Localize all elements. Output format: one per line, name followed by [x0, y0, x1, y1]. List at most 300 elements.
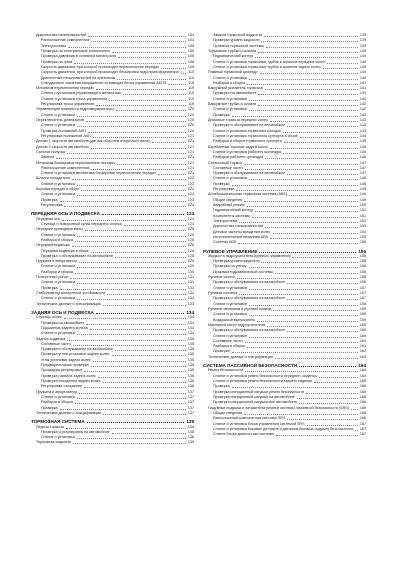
toc-page-number: 110 — [188, 75, 194, 80]
toc-entry-title: Электросхемы — [31, 44, 67, 49]
toc-entry-title: Передние приводные валы — [31, 227, 84, 232]
toc-entry-title: Масляный насос гидроусилителя — [203, 323, 266, 328]
dot-leader — [85, 230, 186, 231]
dot-leader — [73, 345, 186, 346]
toc-page-number: 149 — [359, 187, 366, 192]
toc-page-number: 132 — [187, 291, 194, 295]
dot-leader — [284, 142, 358, 143]
dot-leader — [112, 433, 186, 434]
dot-leader — [77, 398, 186, 399]
toc-page-number: 166 — [359, 405, 366, 410]
toc-entry-title: Регулировка — [203, 187, 235, 192]
toc-page-number: 146 — [359, 149, 366, 154]
toc-entry-title: Жидкость гидроусилителя рулевого управления — [203, 254, 291, 259]
dot-leader — [72, 246, 186, 247]
dot-leader — [77, 126, 186, 127]
toc-entry-title: Проверка давления в основной магистрали — [31, 54, 117, 59]
toc-entry-title: Главный тормозной цилиндр — [203, 70, 259, 75]
toc-page-number: 154 — [359, 229, 366, 234]
toc-entry-title: Аварийный режим — [203, 203, 246, 208]
toc-page-number: 121 — [187, 133, 194, 138]
toc-page-number: 118 — [188, 80, 194, 85]
toc-page-number: 147 — [359, 160, 366, 165]
toc-entry-title: Регулировка схождения — [31, 384, 83, 389]
toc-entry[interactable] — [203, 240, 366, 245]
toc-entry-title: Прокачка тормозной системы — [203, 44, 265, 49]
toc-entry-title: Снятие и установка ремня безопасности переднего сиденья — [203, 374, 318, 379]
toc-entry-title: Шланги охладителя — [31, 176, 71, 181]
toc-page-number: 121 — [187, 155, 194, 160]
toc-entry-title: Снятие и установка ремня безопасности заднего сиденья — [203, 379, 313, 384]
dot-leader — [77, 236, 186, 237]
toc-entry[interactable] — [31, 411, 194, 416]
dot-leader — [236, 190, 357, 191]
toc-page-number: 147 — [359, 171, 366, 176]
toc-page-number: 150 — [359, 203, 366, 207]
toc-page-number: 156 — [358, 248, 366, 254]
dot-leader — [96, 313, 185, 314]
dot-leader — [232, 352, 358, 353]
toc-entry-title: Антиблокировочная тормозная система (ABS) — [203, 192, 288, 197]
toc-entry-title: Процедура регулировки — [31, 368, 83, 373]
toc-entry-title: Тормозная жидкость — [31, 440, 72, 445]
toc-entry-title: Снятие и установка — [203, 302, 248, 307]
dot-leader — [91, 41, 186, 42]
toc-entry-title: Проверка и обслуживание на автомобиле — [203, 328, 286, 333]
dot-leader — [249, 267, 358, 268]
toc-entry-title: Передняя подвеска — [31, 243, 71, 248]
toc-entry-title: Снятие и установка тормозных трубок и шлангов задних колес — [203, 65, 322, 70]
toc-page-number: 155 — [359, 240, 366, 245]
toc-page-number: 156 — [359, 275, 366, 280]
dot-leader — [249, 289, 358, 290]
toc-page-number: 162 — [359, 349, 366, 354]
toc-page-number: 108 — [187, 59, 194, 64]
dot-leader — [112, 52, 186, 53]
toc-entry-title: Ступицы колес — [31, 315, 63, 320]
dot-leader — [287, 299, 358, 300]
toc-entry-title: Разборка и сборка — [203, 344, 246, 349]
toc-entry-title: Снятие и установка троса управления — [31, 97, 108, 102]
toc-page-number: 156 — [359, 264, 366, 269]
toc-entry-title: Проверка — [31, 198, 59, 203]
dot-leader — [181, 73, 187, 74]
dot-leader — [86, 121, 186, 122]
toc-entry-title: Снятие и установка тормозных колодок — [203, 129, 282, 134]
toc-page-number: 126 — [187, 237, 194, 242]
dot-leader — [239, 294, 358, 295]
toc-page-number: 138 — [187, 435, 194, 440]
toc-page-number: 143 — [359, 128, 366, 133]
toc-page-number: 165 — [359, 384, 366, 389]
toc-page-number: 104 — [187, 38, 194, 43]
toc-page-number: 124 — [186, 211, 194, 217]
dot-leader — [87, 422, 185, 423]
toc-page-number: 119 — [188, 96, 194, 101]
toc-page-number: 136 — [187, 379, 194, 383]
dot-leader — [72, 179, 186, 180]
toc-entry-title: Снятие и установка рабочего цилиндра — [203, 150, 282, 155]
toc-page-number: 131 — [187, 275, 194, 280]
toc-entry-title: Компоненты системы — [203, 214, 251, 219]
dot-leader — [249, 315, 358, 316]
toc-entry-title: РУЛЕВОЕ УПРАВЛЕНИЕ — [203, 248, 258, 254]
dot-leader — [79, 393, 186, 394]
toc-entry-title: Снятие и установка — [31, 233, 76, 238]
toc-entry-title: Снятие и установка — [203, 76, 248, 81]
toc-page-number: 142 — [359, 107, 366, 112]
toc-page-number: 161 — [359, 344, 366, 349]
dot-leader — [117, 79, 186, 80]
toc-entry-title: Снятие и установка — [203, 176, 248, 181]
toc-entry-title: Электросхема — [203, 219, 238, 224]
toc-entry-title: Передняя подвеска в сборе — [31, 249, 90, 254]
toc-entry-title: Снятие и установка — [31, 395, 76, 400]
dot-leader — [77, 283, 186, 284]
toc-page-number: 135 — [187, 357, 194, 362]
toc-page-number: 121 — [187, 171, 194, 176]
toc-entry-title: ТОРМОЗНАЯ СИСТЕМА — [31, 419, 85, 425]
toc-page-number: 159 — [359, 312, 366, 317]
toc-page-number: 125 — [187, 232, 194, 237]
toc-entry-title: Проверка и обслуживание на автомобиле — [203, 296, 286, 301]
toc-page-number: 152 — [359, 218, 366, 223]
dot-leader — [67, 153, 185, 154]
dot-leader — [275, 358, 358, 359]
dot-leader — [88, 132, 186, 133]
toc-page-number: 142 — [359, 102, 366, 107]
dot-leader — [245, 371, 358, 372]
toc-entry-title: Дисковые тормоза передних колес — [203, 118, 269, 123]
dot-leader — [299, 366, 356, 367]
toc-entry-title: Проверка на утечку — [203, 264, 248, 269]
dot-leader — [232, 185, 358, 186]
toc-page-number: 134 — [187, 331, 194, 336]
toc-page-number: 146 — [359, 155, 366, 160]
toc-entry-title: Проверка инерционной катушки ремня безопасности — [203, 390, 305, 395]
dot-leader — [77, 185, 186, 186]
toc-page-number: 149 — [359, 197, 366, 202]
toc-entry-title: Составные части — [203, 339, 244, 344]
toc-page-number: 160 — [359, 328, 366, 333]
toc-page-number: 158 — [359, 301, 366, 306]
toc-entry-title: Скорость движения, при которой происходит блокировка гидротрансформатора — [31, 70, 180, 75]
toc-entry-title: Разборка и сборка тормозного суппорта — [203, 139, 283, 144]
toc-page-number: 120 — [187, 123, 194, 128]
dot-leader — [292, 257, 357, 258]
toc-entry-title: Регулировка положений АКП — [31, 134, 92, 139]
dot-leader — [116, 110, 186, 111]
toc-entry-title: Датчик 2 скорости автомобиля — [31, 145, 90, 150]
toc-page-number: 121 — [187, 149, 194, 154]
toc-page-number: 135 — [187, 341, 194, 346]
dot-leader — [264, 36, 358, 37]
toc-page-number: 166 — [359, 394, 366, 399]
toc-page-number: 123 — [187, 197, 194, 202]
toc-page-number: 122 — [187, 192, 194, 197]
toc-page-number: 143 — [359, 123, 366, 128]
dot-leader — [70, 278, 185, 279]
dot-leader — [287, 283, 358, 284]
toc-page-number: 134 — [186, 309, 194, 315]
toc-entry-title: Подшипник заднего колеса — [31, 326, 89, 331]
toc-page-number: 104 — [187, 33, 194, 37]
toc-page-number: 161 — [359, 338, 366, 343]
dot-leader — [75, 241, 186, 242]
toc-page-number: 159 — [359, 317, 366, 322]
toc-page-number: 139 — [359, 43, 366, 48]
dot-leader — [90, 329, 186, 330]
dot-leader — [81, 190, 185, 191]
toc-entry-title: Проверка и регулировка на автомобиле — [31, 430, 111, 435]
toc-entry-title: Снятие и установка механизма блокировки переключения передач — [31, 171, 157, 176]
toc-entry-title: Снятие и установка — [31, 192, 76, 197]
toc-entry-title: Проверка — [31, 286, 59, 291]
toc-page-number: 167 — [359, 432, 366, 437]
toc-entry-title: Составные части — [31, 342, 72, 347]
toc-entry-title: Снятие и установка — [31, 296, 76, 301]
toc-entry-title: Снятие блока диагностики системы — [203, 432, 275, 437]
dot-leader — [314, 382, 358, 383]
dot-leader — [266, 47, 358, 48]
dot-leader — [77, 116, 186, 117]
toc-entry-title: Поперечный рычаг — [31, 275, 69, 280]
toc-entry-title: Снятие и установка управляющего механизма — [31, 91, 122, 96]
toc-entry-title: Скорость движения, при которой происходит переключение передач — [31, 65, 160, 70]
dot-leader — [257, 321, 357, 322]
toc-page-number: 156 — [359, 253, 366, 258]
toc-page-number: 165 — [359, 379, 366, 383]
toc-entry-title: Вакуумные трубки и шланги — [203, 102, 257, 107]
toc-entry-title: ПЕРЕДНЯЯ ОСЬ И ПОДВЕСКА — [31, 211, 100, 217]
toc-entry-title: Проверка положений АКП — [31, 129, 87, 134]
toc-page-number: 151 — [359, 213, 366, 218]
toc-page-number: 105 — [187, 43, 194, 48]
toc-page-number: 139 — [187, 440, 194, 445]
toc-page-number: 166 — [359, 416, 366, 421]
toc-page-number: 132 — [187, 296, 194, 301]
dot-leader — [237, 278, 358, 279]
toc-page-number: 149 — [359, 192, 366, 197]
toc-page-number: 138 — [186, 419, 194, 425]
dot-leader — [265, 89, 358, 90]
toc-page-number: 120 — [187, 112, 194, 117]
toc-page-number: 141 — [359, 96, 366, 101]
dot-leader — [232, 387, 358, 388]
toc-entry-title: Рулевой механизм и рулевой привод — [203, 307, 272, 312]
toc-entry-title: Снятие и установка боковых датчиков и датчиков боковых подушек безопасности — [203, 427, 354, 432]
dot-leader — [287, 419, 357, 420]
dot-leader — [98, 377, 186, 378]
dot-leader — [245, 169, 358, 170]
toc-entry-title: Проверка — [203, 384, 231, 389]
toc-entry[interactable] — [203, 432, 366, 437]
toc-entry-title: Прокачка гидравлической системы — [203, 270, 274, 275]
toc-entry-title: Снятие и установка тормозного суппорта в сборе — [203, 134, 299, 139]
toc-entry-title: Проверка развала задних колес — [31, 374, 97, 379]
toc-page-number: 159 — [359, 306, 366, 311]
toc-page-number: 137 — [187, 405, 194, 410]
toc-entry-title: Проверка на автомобиле — [31, 321, 85, 326]
toc-entry-title: Снятие и установка — [203, 334, 248, 339]
dot-leader — [287, 126, 358, 127]
toc-entry-title: Регулировка — [31, 203, 63, 208]
toc-page-number: 135 — [187, 352, 194, 357]
dot-leader — [323, 68, 358, 69]
dot-leader — [67, 340, 186, 341]
toc-entry-title: Расположение компонентов системы SRS — [203, 416, 286, 421]
toc-page-number: 165 — [359, 389, 366, 394]
toc-page-number: 140 — [359, 70, 366, 75]
toc-entry-title: ЗАДНЯЯ ОСЬ И ПОДВЕСКА — [31, 309, 94, 315]
dot-leader — [84, 387, 186, 388]
toc-entry[interactable] — [31, 203, 194, 208]
dot-leader — [64, 206, 185, 207]
toc-entry[interactable] — [203, 355, 366, 360]
toc-page-number: 124 — [187, 221, 194, 226]
toc-page-number: 122 — [187, 176, 194, 181]
dot-leader — [93, 137, 186, 138]
toc-entry-title: Общие сведения — [203, 411, 243, 416]
toc-entry-title: Технические данные и спецификации — [31, 411, 102, 416]
toc-page-number: 138 — [187, 424, 194, 429]
toc-entry-title: Проверка уровня жидкости — [203, 259, 260, 264]
dot-leader — [60, 409, 186, 410]
dot-leader — [239, 222, 357, 223]
toc-entry[interactable] — [31, 440, 194, 445]
toc-page-number: 109 — [187, 64, 194, 69]
toc-entry-title: Снятие и установка — [31, 264, 76, 269]
dot-leader — [66, 428, 186, 429]
toc-entry[interactable] — [31, 302, 194, 307]
dot-leader — [327, 63, 358, 64]
dot-leader — [249, 110, 358, 111]
dot-leader — [73, 443, 186, 444]
dot-leader — [60, 289, 186, 290]
toc-entry-title: Углы установки задних колес — [31, 358, 92, 363]
toc-page-number: 122 — [187, 181, 194, 186]
dot-leader — [270, 121, 358, 122]
dot-leader — [103, 414, 186, 415]
toc-page-number: 129 — [187, 264, 194, 269]
dot-leader — [273, 233, 358, 234]
toc-entry-title: Снятие и установка — [31, 123, 76, 128]
dot-leader — [161, 68, 186, 69]
dot-leader — [96, 89, 186, 90]
toc-entry-title: Проверка и обслуживание на автомобиле — [31, 254, 114, 259]
toc-entry-title: Пружина и амортизатор — [31, 259, 78, 264]
dot-leader — [91, 148, 186, 149]
dot-leader — [259, 252, 356, 253]
toc-entry-title: Снятие и установка — [31, 182, 76, 187]
toc-page-number: 167 — [359, 426, 366, 431]
dot-leader — [77, 195, 186, 196]
toc-page-number: 123 — [187, 203, 194, 207]
toc-page-number: 120 — [187, 107, 194, 112]
toc-page-number: 110 — [188, 70, 194, 75]
toc-entry-title: Общие сведения — [203, 198, 243, 203]
dot-leader — [299, 403, 358, 404]
toc-entry-title: Надувные подушки и натяжители ремней системы пассивной безопасности (SRS) — [203, 406, 350, 411]
toc-page-number: 137 — [187, 394, 194, 399]
toc-page-number: 136 — [187, 384, 194, 389]
dot-leader — [103, 305, 186, 306]
dot-leader — [238, 243, 358, 244]
toc-page-number: 138 — [187, 429, 194, 434]
toc-entry-title: Проверка на срыв — [31, 60, 73, 65]
toc-entry-title: Снятие и установка — [203, 286, 248, 291]
toc-page-number: 140 — [359, 48, 366, 53]
dot-leader — [247, 347, 358, 348]
toc-entry-title: Проверка и обслуживание на автомобиле — [203, 123, 286, 128]
toc-entry-title: Расположение компонентов — [31, 38, 90, 43]
dot-leader — [283, 153, 358, 154]
dot-leader — [103, 382, 186, 383]
toc-page-number: 135 — [187, 336, 194, 341]
dot-leader — [77, 334, 186, 335]
dot-leader — [232, 116, 358, 117]
toc-page-number: 137 — [187, 410, 194, 415]
toc-page-number: 156 — [359, 269, 366, 274]
dot-leader — [62, 220, 186, 221]
toc-page-number: 164 — [358, 363, 366, 369]
toc-entry-title: Рулевое колесо — [203, 275, 236, 280]
dot-leader — [247, 206, 358, 207]
dot-leader — [249, 179, 358, 180]
toc-entry-title: Технические данные и спецификации — [203, 355, 274, 360]
toc-page-number: 140 — [359, 75, 366, 80]
dot-leader — [118, 57, 186, 58]
dot-leader — [96, 105, 186, 106]
dot-leader — [255, 211, 358, 212]
dot-leader — [351, 409, 358, 410]
dot-leader — [84, 371, 186, 372]
toc-page-number: 164 — [359, 373, 366, 378]
toc-entry-title: СИСТЕМА ПАССИВНОЙ БЕЗОПАСНОСТИ — [203, 363, 298, 369]
toc-entry-title: Разборка и сборка — [203, 81, 246, 86]
dot-leader — [265, 158, 358, 159]
toc-entry-title: Проверка инерционной катушки вне автомобиля — [203, 400, 298, 405]
dot-leader — [115, 257, 186, 258]
toc-page-number: 140 — [359, 54, 366, 59]
toc-page-number: 133 — [187, 301, 194, 306]
toc-page-number: 128 — [187, 253, 194, 258]
dot-leader — [355, 430, 357, 431]
toc-entry-title: Составные части — [203, 166, 244, 171]
toc-entry-title: Проверка на интегральные компьютеры — [31, 49, 111, 54]
dot-leader — [91, 252, 186, 253]
toc-entry-title: Пружина и амортизатор — [31, 390, 78, 395]
toc-entry-title: Проверка схождения задних колес — [31, 379, 102, 384]
toc-page-number: 139 — [359, 33, 366, 37]
toc-page-number: 140 — [359, 59, 366, 64]
toc-entry-title: Снятие и установка — [203, 97, 248, 102]
toc-entry-title: Проверка — [203, 182, 231, 187]
toc-entry-title: Снятие и установка блока управления системой SRS — [203, 422, 306, 427]
toc-entry-title: Вакуумный усилитель тормозов — [203, 86, 264, 91]
toc-entry-title: Задняя подвеска — [31, 337, 66, 342]
dot-leader — [258, 94, 358, 95]
dot-leader — [168, 84, 186, 85]
toc-entry-title: Механизм блокировки переключения передач — [31, 161, 116, 166]
dot-leader — [77, 438, 186, 439]
dot-leader — [75, 403, 186, 404]
dot-leader — [244, 164, 358, 165]
toc-entry-title: Датчик 1 скорости автомобиля (датчик оборотов вторичного вала) — [31, 139, 151, 144]
toc-page-number: 156 — [359, 280, 366, 285]
toc-entry-title: Разборка рабочего цилиндра — [203, 155, 264, 160]
toc-page-number: 167 — [359, 421, 366, 426]
